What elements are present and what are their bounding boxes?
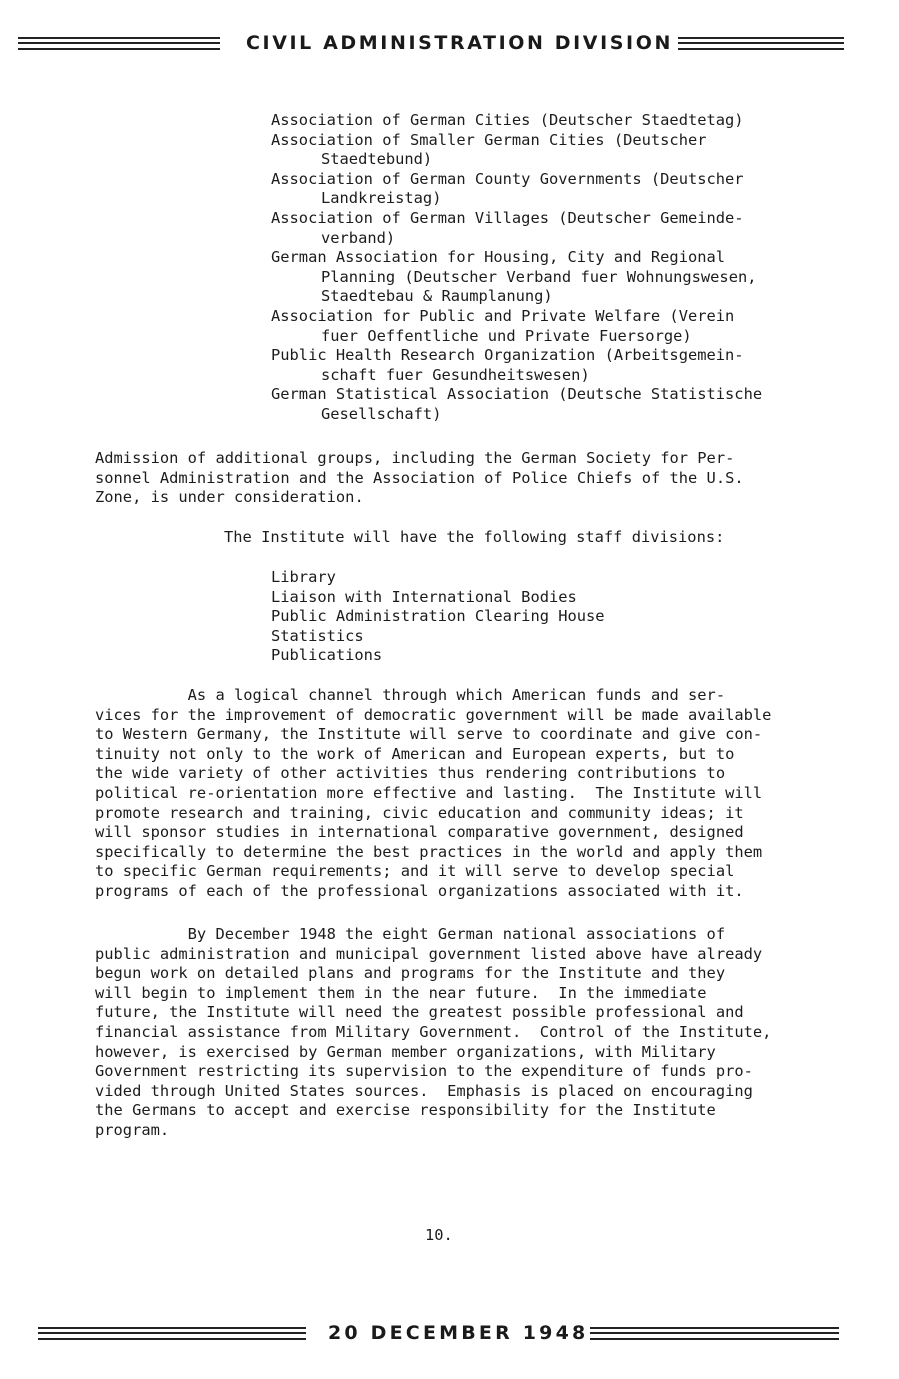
- paragraph-line: tinuity not only to the work of American and European experts, but to: [95, 744, 735, 763]
- admission-paragraph: [95, 449, 825, 508]
- association-item: Association of German Cities (Deutscher Staedtetag): [271, 111, 744, 129]
- association-item: Association of Smaller German Cities (Deutscher Staedtebund): [271, 130, 707, 169]
- page-number: 10.: [425, 1226, 453, 1244]
- paragraph-line: will sponsor studies in international comparative government, designed: [95, 823, 744, 842]
- staff-division-item: Statistics: [271, 626, 364, 645]
- association-item: Association of German Villages (Deutscher Gemeinde- verband): [271, 208, 744, 247]
- association-list: [271, 111, 831, 425]
- staff-division-item: Liaison with International Bodies: [271, 587, 577, 606]
- footer-date: 20 DECEMBER 1948: [328, 1322, 589, 1344]
- footer-rule-right: [590, 1327, 839, 1340]
- paragraph-line: vided through United States sources. Emphasis is placed on encouraging: [95, 1081, 753, 1100]
- paragraph-line: Zone, is under consideration.: [95, 488, 364, 507]
- paragraph-line: programs of each of the professional organizations associated with it.: [95, 881, 744, 900]
- association-item: Association of German County Governments (Deutscher Landkreistag): [271, 169, 744, 208]
- staff-division-item: Library: [271, 568, 336, 586]
- paragraph-line: vices for the improvement of democratic government will be made available: [95, 705, 772, 724]
- paragraph-line: promote research and training, civic education and community ideas; it: [95, 803, 744, 822]
- staff-intro: The Institute will have the following staff divisions:: [224, 528, 725, 546]
- header-banner: [18, 32, 844, 54]
- paragraph-line: public administration and municipal government listed above have already: [95, 944, 763, 963]
- footer-rule-left: [38, 1327, 306, 1340]
- paragraph-line: specifically to determine the best practices in the world and apply them: [95, 842, 763, 861]
- paragraph-line: the Germans to accept and exercise responsibility for the Institute: [95, 1101, 716, 1120]
- paragraph-line: the wide variety of other activities thus rendering contributions to: [95, 764, 726, 783]
- channel-paragraph: [95, 686, 825, 902]
- footer-banner: [38, 1322, 839, 1344]
- paragraph-line: will begin to implement them in the near future. In the immediate: [95, 983, 707, 1002]
- staff-division-item: Public Administration Clearing House: [271, 607, 605, 626]
- paragraph-line: Admission of additional groups, including the German Society for Per-: [95, 449, 735, 467]
- association-item: Public Health Research Organization (Arbeitsgemein- schaft fuer Gesundheitswesen): [271, 346, 744, 384]
- paragraph-line: financial assistance from Military Government. Control of the Institute,: [95, 1022, 772, 1041]
- association-item: German Statistical Association (Deutsche Statistische Gesellschaft): [271, 385, 763, 423]
- december-paragraph: [95, 925, 825, 1141]
- paragraph-line: to Western Germany, the Institute will serve to coordinate and give con-: [95, 725, 763, 744]
- paragraph-line: Government restricting its supervision to the expenditure of funds pro-: [95, 1062, 753, 1081]
- staff-division-item: Publications: [271, 646, 383, 665]
- header-title: CIVIL ADMINISTRATION DIVISION: [246, 32, 673, 54]
- paragraph-line: sonnel Administration and the Association of Police Chiefs of the U.S.: [95, 468, 744, 487]
- paragraph-line: As a logical channel through which American funds and ser-: [95, 686, 726, 704]
- staff-division-list: [271, 568, 605, 666]
- paragraph-line: By December 1948 the eight German national associations of: [95, 925, 726, 943]
- header-rule-left: [18, 37, 220, 50]
- header-rule-right: [678, 37, 844, 50]
- association-item: Association for Public and Private Welfare (Verein fuer Oeffentliche und Private Fuersorge): [271, 306, 735, 345]
- paragraph-line: political re-orientation more effective and lasting. The Institute will: [95, 783, 763, 802]
- paragraph-line: however, is exercised by German member organizations, with Military: [95, 1042, 716, 1061]
- paragraph-line: future, the Institute will need the greatest possible professional and: [95, 1003, 744, 1022]
- association-item: German Association for Housing, City and Regional Planning (Deutscher Verband fuer Wohnungswesen, Staedtebau & Raumplanung): [271, 248, 757, 306]
- paragraph-line: program.: [95, 1120, 170, 1139]
- paragraph-line: to specific German requirements; and it will serve to develop special: [95, 862, 735, 881]
- paragraph-line: begun work on detailed plans and programs for the Institute and they: [95, 964, 726, 983]
